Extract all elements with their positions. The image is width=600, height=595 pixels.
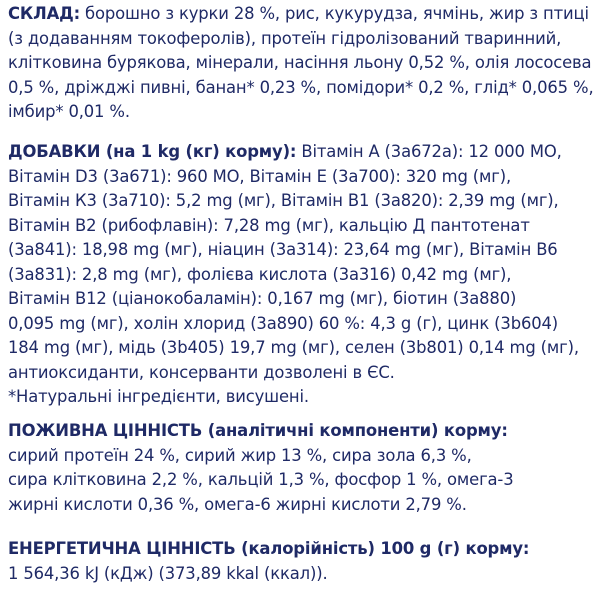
- nutrition-line-1: сирий протеїн 24 %, сирий жир 13 %, сира зола 6,3 %,: [8, 445, 472, 465]
- additives-line-8: 0,095 mg (мг), холін хлорид (3а890) 60 %: 4,3 g (г), цинк (3b604): [8, 313, 559, 333]
- energy-heading: ЕНЕРГЕТИЧНА ЦІННІСТЬ (калорійність) 100 g (г) корму:: [8, 539, 530, 558]
- additives-line-2: Вітамін D3 (3а671): 960 МО, Вітамін Е (3а700): 320 mg (мг),: [8, 166, 512, 186]
- energy-section: [8, 537, 529, 586]
- composition-line-4: 0,5 %, дріжджі пивні, банан* 0,23 %, помідори* 0,2 %, глід* 0,065 %,: [8, 77, 594, 97]
- additives-line-9: 184 mg (мг), мідь (3b405) 19,7 mg (мг), селен (3b801) 0,14 mg (мг),: [8, 338, 579, 357]
- nutrition-section: [8, 419, 513, 517]
- nutrition-heading: ПОЖИВНА ЦІННІСТЬ (аналітичні компоненти) корму:: [8, 421, 508, 440]
- additives-heading: ДОБАВКИ (на 1 kg (кг) корму):: [8, 142, 297, 161]
- composition-section: [8, 2, 594, 125]
- composition-heading: СКЛАД:: [8, 4, 80, 23]
- additives-line-10: антиоксиданти, консерванти дозволені в ЄС.: [8, 362, 395, 382]
- additives-line-1: [8, 140, 579, 165]
- additives-line-7: Вітамін В12 (ціанокобаламін): 0,167 mg (мг), біотин (3а880): [8, 289, 517, 308]
- additives-line-3: Вітамін К3 (3а710): 5,2 mg (мг), Вітамін В1 (3а820): 2,39 mg (мг),: [8, 191, 559, 210]
- nutrition-line-3: жирні кислоти 0,36 %, омега-6 жирні кислоти 2,79 %.: [8, 494, 467, 514]
- additives-section: [8, 140, 579, 410]
- energy-value: 1 564,36 kJ (кДж) (373,89 kkal (ккал)).: [8, 563, 328, 583]
- additives-text: Вітамін А (3а672а): 12 000 МО,: [296, 142, 562, 161]
- additives-line-4: Вітамін В2 (рибофлавін): 7,28 mg (мг), кальцію Д пантотенат: [8, 215, 530, 235]
- additives-line-5: (3а841): 18,98 mg (мг), ніацин (3а314): 23,64 mg (мг), Вітамін В6: [8, 240, 558, 259]
- composition-line-1: [8, 2, 594, 27]
- composition-line-5: імбир* 0,01 %.: [8, 102, 130, 121]
- natural-ingredients-note: *Натуральні інгредієнти, висушені.: [8, 387, 309, 406]
- composition-line-2: (з додаванням токоферолів), протеїн гідролізований тваринний,: [8, 28, 562, 48]
- composition-text: борошно з курки 28 %, рис, кукурудза, ячмінь, жир з птиці: [79, 4, 589, 23]
- nutrition-line-2: сира клітковина 2,2 %, кальцій 1,3 %, фосфор 1 %, омега-3: [8, 470, 514, 489]
- composition-line-3: клітковина бурякова, мінерали, насіння льону 0,52 %, олія лососева: [8, 53, 592, 72]
- additives-line-6: (3а831): 2,8 mg (мг), фолієва кислота (3а316) 0,42 mg (мг),: [8, 264, 512, 284]
